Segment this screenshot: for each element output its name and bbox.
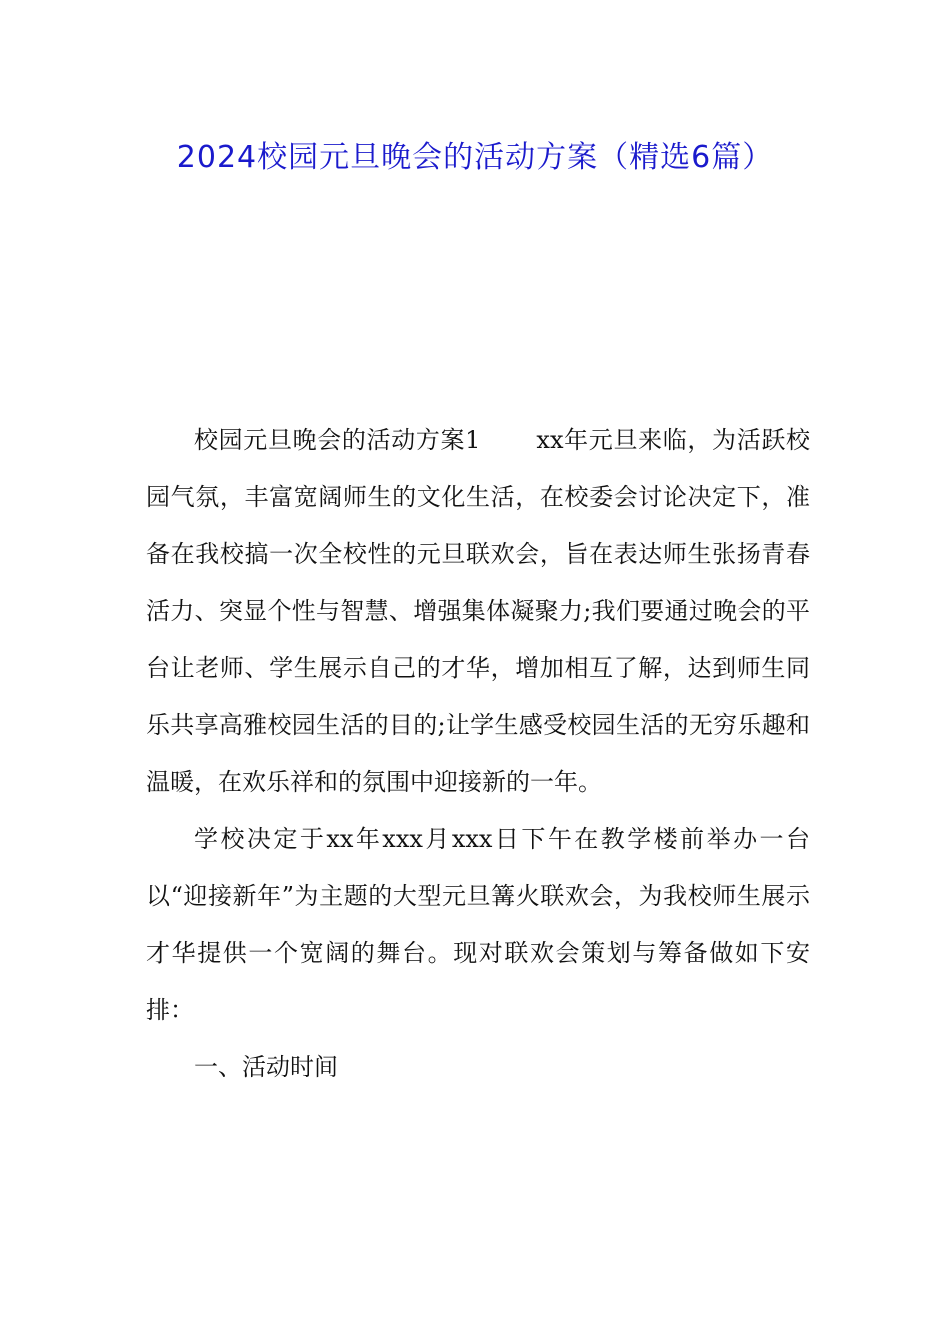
paragraph-1-text: xx年元旦来临，为活跃校园气氛，丰富宽阔师生的文化生活，在校委会讨论决定下，准备在我校搞一次全校性的元旦联欢会，旨在表达师生张扬青春活力、突显个性与智慧、增强集体凝聚力;我们要通过晚会的平台让老师、学生展示自己的才华，增加相互了解，达到师生同乐共享高雅校园生活的目的;让学生感受校园生活的无穷乐趣和温暖，在欢乐祥和的氛围中迎接新的一年。 [146, 426, 810, 796]
document-body [146, 412, 810, 1096]
paragraph-1 [146, 412, 810, 811]
paragraph-1-lead: 校园元旦晚会的活动方案1 [194, 426, 481, 454]
section-heading-activity-time: 一、活动时间 [194, 1053, 338, 1081]
document-title: 2024校园元旦晚会的活动方案（精选6篇） [176, 140, 774, 175]
paragraph-2: 学校决定于xx年xxx月xxx日下午在教学楼前举办一台以“迎接新年”为主题的大型元旦篝火联欢会，为我校师生展示才华提供一个宽阔的舞台。现对联欢会策划与筹备做如下安排： [146, 825, 810, 1024]
